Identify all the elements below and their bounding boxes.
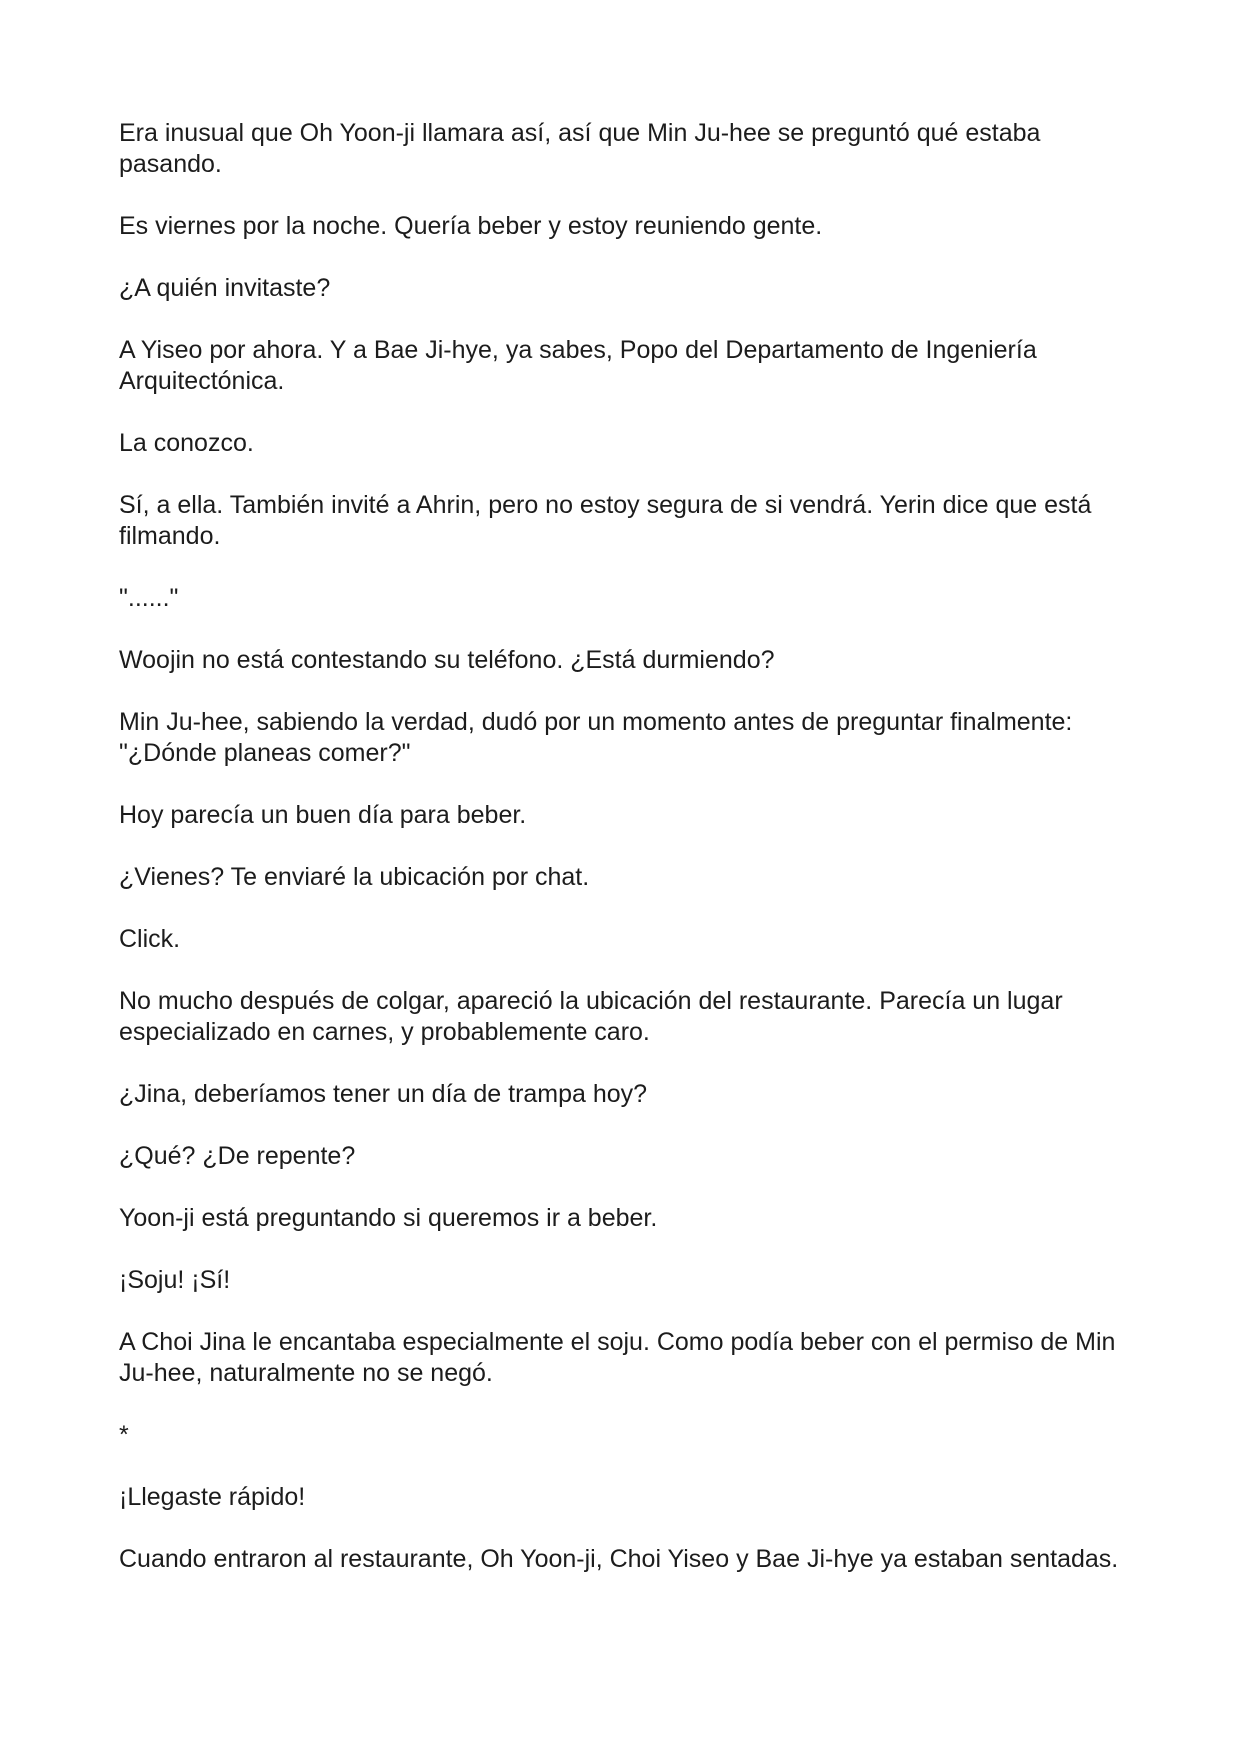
paragraph: Cuando entraron al restaurante, Oh Yoon-ji, Choi Yiseo y Bae Ji-hye ya estaban sentadas. — [119, 1545, 1119, 1573]
paragraph: Hoy parecía un buen día para beber. — [119, 801, 527, 829]
paragraph: ¿A quién invitaste? — [119, 274, 331, 302]
section-break: * — [119, 1421, 129, 1449]
paragraph: Woojin no está contestando su teléfono. ¿Está durmiendo? — [119, 646, 775, 674]
paragraph: Click. — [119, 925, 181, 953]
paragraph: ¿Qué? ¿De repente? — [119, 1142, 356, 1170]
paragraph: ¿Vienes? Te enviaré la ubicación por chat. — [119, 863, 590, 891]
paragraph: Era inusual que Oh Yoon-ji llamara así, así que Min Ju-hee se preguntó qué estaba pasando. — [119, 119, 1041, 178]
paragraph: Yoon-ji está preguntando si queremos ir a beber. — [119, 1204, 658, 1232]
paragraph: La conozco. — [119, 429, 254, 457]
paragraph: Es viernes por la noche. Quería beber y estoy reuniendo gente. — [119, 212, 823, 240]
paragraph: No mucho después de colgar, apareció la ubicación del restaurante. Parecía un lugar especializado en carnes, y probablemente caro. — [119, 987, 1063, 1046]
document-body — [119, 118, 1129, 1606]
paragraph: Sí, a ella. También invité a Ahrin, pero no estoy segura de si vendrá. Yerin dice que está filmando. — [119, 491, 1092, 550]
paragraph: ¡Llegaste rápido! — [119, 1483, 306, 1511]
paragraph: Min Ju-hee, sabiendo la verdad, dudó por un momento antes de preguntar finalmente: "¿Dónde planeas comer?" — [119, 708, 1073, 767]
paragraph: "......" — [119, 584, 179, 612]
paragraph: ¡Soju! ¡Sí! — [119, 1266, 231, 1294]
paragraph: A Yiseo por ahora. Y a Bae Ji-hye, ya sabes, Popo del Departamento de Ingeniería Arquitectónica. — [119, 336, 1037, 395]
paragraph: A Choi Jina le encantaba especialmente el soju. Como podía beber con el permiso de Min Ju-hee, naturalmente no se negó. — [119, 1328, 1116, 1387]
paragraph: ¿Jina, deberíamos tener un día de trampa hoy? — [119, 1080, 648, 1108]
